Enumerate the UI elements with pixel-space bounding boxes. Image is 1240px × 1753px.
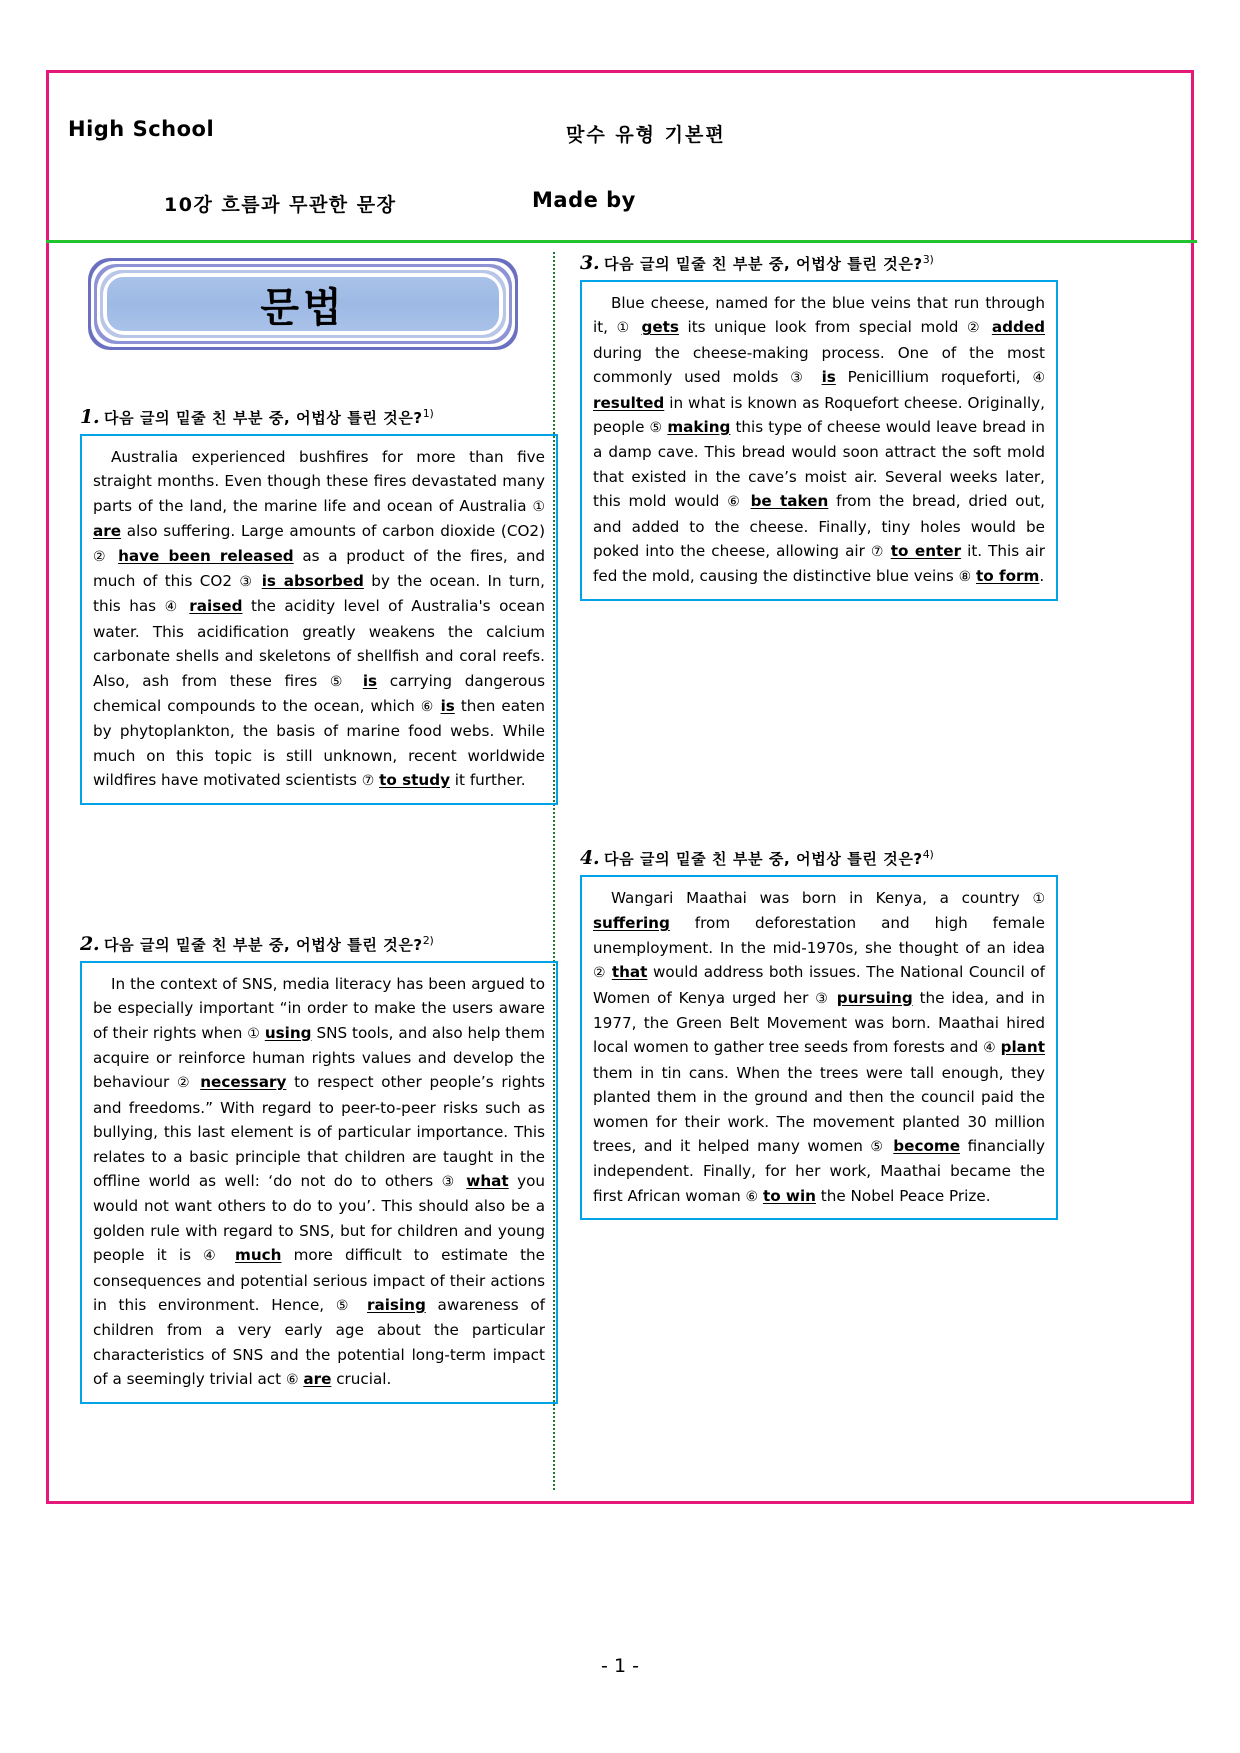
question-4-heading xyxy=(580,847,1075,869)
choice-number: ④ xyxy=(1032,370,1045,387)
header-made-by: Made by xyxy=(532,188,636,212)
page-footer: - 1 - xyxy=(601,1655,639,1677)
question-4-passage: Wangari Maathai was born in Kenya, a country ① suffering from deforestation and high female unemployment. In the mid-1970s, she thought of an idea ② that would address both issues. The National Council of Women of Kenya urged her ③ pursuing the idea, and in 1977, the Green Belt Movement was born. Maathai hired local women to gather tree seeds from forests and ④ plant them in tin cans. When the trees were tall enough, they planted them in the ground and then the council paid the women for their work. The movement planted 30 million trees, and it helped many women ⑤ become financially independent. Finally, for her work, Maathai became the first African woman ⑥ to win the Nobel Peace Prize. xyxy=(580,875,1058,1220)
choice-answer[interactable]: have been released xyxy=(118,546,294,565)
choice-number: ④ xyxy=(164,599,181,616)
question-2 xyxy=(70,933,575,1404)
choice-number: ⑤ xyxy=(649,420,663,437)
choice-number: ③ xyxy=(815,990,830,1007)
question-3-passage: Blue cheese, named for the blue veins that run through it, ① gets its unique look from special mold ② added during the cheese-making process. One of the most commonly used molds ③ is Penicillium roqueforti, ④ resulted in what is known as Roquefort cheese. Originally, people ⑤ making this type of cheese would leave bread in a damp cave. This bread would soon attract the soft mold that existed in the cave’s moist air. Several weeks later, this mold would ⑥ be taken from the bread, dried out, and added to the cheese. Finally, tiny holes would be poked into the cheese, allowing air ⑦ to enter it. This air fed the mold, causing the distinctive blue veins ⑧ to form. xyxy=(580,280,1058,601)
question-2-footnote-marker: 2) xyxy=(422,933,434,947)
choice-answer[interactable]: raised xyxy=(189,597,243,616)
choice-number: ② xyxy=(177,1075,193,1092)
question-1-prompt: 다음 글의 밑줄 친 부분 중, 어법상 틀린 것은? xyxy=(104,409,423,427)
page-header xyxy=(46,70,1194,240)
choice-answer[interactable]: what xyxy=(466,1171,509,1190)
content-columns xyxy=(46,246,1194,1496)
header-school: High School xyxy=(68,117,215,141)
choice-number: ⑥ xyxy=(745,1188,759,1205)
choice-answer[interactable]: added xyxy=(991,318,1046,337)
choice-number: ④ xyxy=(203,1248,223,1265)
header-book-title: 맞수 유형 기본편 xyxy=(566,124,726,146)
header-lesson-title: 10강 흐름과 무관한 문장 xyxy=(164,194,397,216)
question-1-heading xyxy=(80,406,575,428)
choice-number: ⑧ xyxy=(958,569,972,586)
choice-number: ① xyxy=(247,1025,260,1042)
question-4-number: 4. xyxy=(580,846,600,869)
choice-answer[interactable]: that xyxy=(611,963,648,982)
choice-number: ② xyxy=(93,548,110,565)
choice-answer[interactable]: to study xyxy=(379,771,450,790)
question-2-number: 2. xyxy=(80,932,100,955)
choice-answer[interactable]: are xyxy=(93,522,122,541)
left-column xyxy=(70,246,575,1404)
right-column xyxy=(570,246,1075,1220)
choice-answer[interactable]: to enter xyxy=(890,542,962,561)
choice-number: ⑤ xyxy=(335,1297,356,1314)
grammar-logo-badge xyxy=(88,258,518,350)
choice-number: ⑥ xyxy=(285,1372,299,1389)
choice-answer[interactable]: be taken xyxy=(750,492,829,511)
choice-number: ② xyxy=(966,320,984,337)
choice-answer[interactable]: are xyxy=(303,1370,332,1389)
choice-answer[interactable]: gets xyxy=(641,318,679,337)
choice-answer[interactable]: suffering xyxy=(593,914,670,933)
choice-answer[interactable]: is xyxy=(440,697,455,716)
choice-number: ⑤ xyxy=(329,673,351,690)
choice-answer[interactable]: is xyxy=(362,671,378,690)
choice-answer[interactable]: is xyxy=(821,368,836,387)
choice-number: ① xyxy=(532,498,545,515)
question-3-heading xyxy=(580,252,1075,274)
question-1-number: 1. xyxy=(80,406,100,428)
choice-number: ④ xyxy=(983,1040,996,1057)
choice-number: ② xyxy=(593,965,607,982)
question-1-passage: Australia experienced bushfires for more than five straight months. Even though these fires devastated many parts of the land, the marine life and ocean of Australia ① are also suffering. Large amounts of carbon dioxide (CO2) ② have been released as a product of the fires, and much of this CO2 ③ is absorbed by the ocean. In turn, this has ④ raised the acidity level of Australia's ocean water. This acidification greatly weakens the calcium carbonate shells and skeletons of shellfish and coral reefs. Also, ash from these fires ⑤ is carrying dangerous chemical compounds to the ocean, which ⑥ is then eaten by phytoplankton, the basis of marine food webs. While much on this topic is still unknown, recent worldwide wildfires have motivated scientists ⑦ to study it further. xyxy=(80,434,558,805)
choice-number: ① xyxy=(616,320,633,337)
header-divider-rule xyxy=(46,240,1197,243)
question-1-footnote-marker: 1) xyxy=(422,407,434,420)
choice-answer[interactable]: necessary xyxy=(200,1073,287,1092)
question-4 xyxy=(570,847,1075,1220)
choice-answer[interactable]: making xyxy=(667,418,731,437)
grammar-logo-label: 문법 xyxy=(260,284,346,331)
question-3-footnote-marker: 3) xyxy=(922,253,934,266)
question-4-prompt: 다음 글의 밑줄 친 부분 중, 어법상 틀린 것은? xyxy=(604,849,923,868)
choice-number: ③ xyxy=(239,574,255,591)
choice-answer[interactable]: is absorbed xyxy=(261,572,364,591)
choice-number: ⑥ xyxy=(727,494,743,511)
question-4-footnote-marker: 4) xyxy=(922,847,934,861)
choice-answer[interactable]: to win xyxy=(762,1186,816,1205)
question-2-passage: In the context of SNS, media literacy has been argued to be especially important “in order to make the users aware of their rights when ① using SNS tools, and also help them acquire or reinforce human rights values and develop the behaviour ② necessary to respect other people’s rights and freedoms.” With regard to peer-to-peer risks such as bullying, this last element is of particular importance. This relates to a basic principle that children are taught in the offline world as well: ‘do not do to others ③ what you would not want others to do to you’. This should also be a golden rule with regard to SNS, but for children and young people it is ④ much more difficult to estimate the consequences and potential serious impact of their actions in this environment. Hence, ⑤ raising awareness of children from a very early age about the particular characteristics of SNS and the potential long-term impact of a seemingly trivial act ⑥ are crucial. xyxy=(80,961,558,1404)
choice-answer[interactable]: raising xyxy=(366,1295,426,1314)
question-3 xyxy=(570,252,1075,601)
choice-answer[interactable]: plant xyxy=(1000,1038,1045,1057)
choice-number: ① xyxy=(1032,890,1045,907)
question-3-prompt: 다음 글의 밑줄 친 부분 중, 어법상 틀린 것은? xyxy=(604,255,923,273)
question-3-number: 3. xyxy=(580,252,600,274)
choice-answer[interactable]: using xyxy=(264,1023,312,1042)
choice-number: ⑤ xyxy=(870,1138,886,1155)
choice-answer[interactable]: to form xyxy=(976,567,1040,586)
choice-number: ③ xyxy=(441,1173,458,1190)
question-2-heading xyxy=(80,933,575,955)
choice-answer[interactable]: resulted xyxy=(593,393,665,412)
choice-answer[interactable]: become xyxy=(893,1136,961,1155)
choice-answer[interactable]: pursuing xyxy=(836,988,913,1007)
question-1 xyxy=(70,406,575,805)
choice-number: ③ xyxy=(790,370,810,387)
choice-number: ⑦ xyxy=(870,544,885,561)
choice-number: ⑦ xyxy=(361,773,375,790)
choice-number: ⑥ xyxy=(420,699,435,716)
choice-answer[interactable]: much xyxy=(235,1246,282,1265)
question-2-prompt: 다음 글의 밑줄 친 부분 중, 어법상 틀린 것은? xyxy=(104,935,423,954)
